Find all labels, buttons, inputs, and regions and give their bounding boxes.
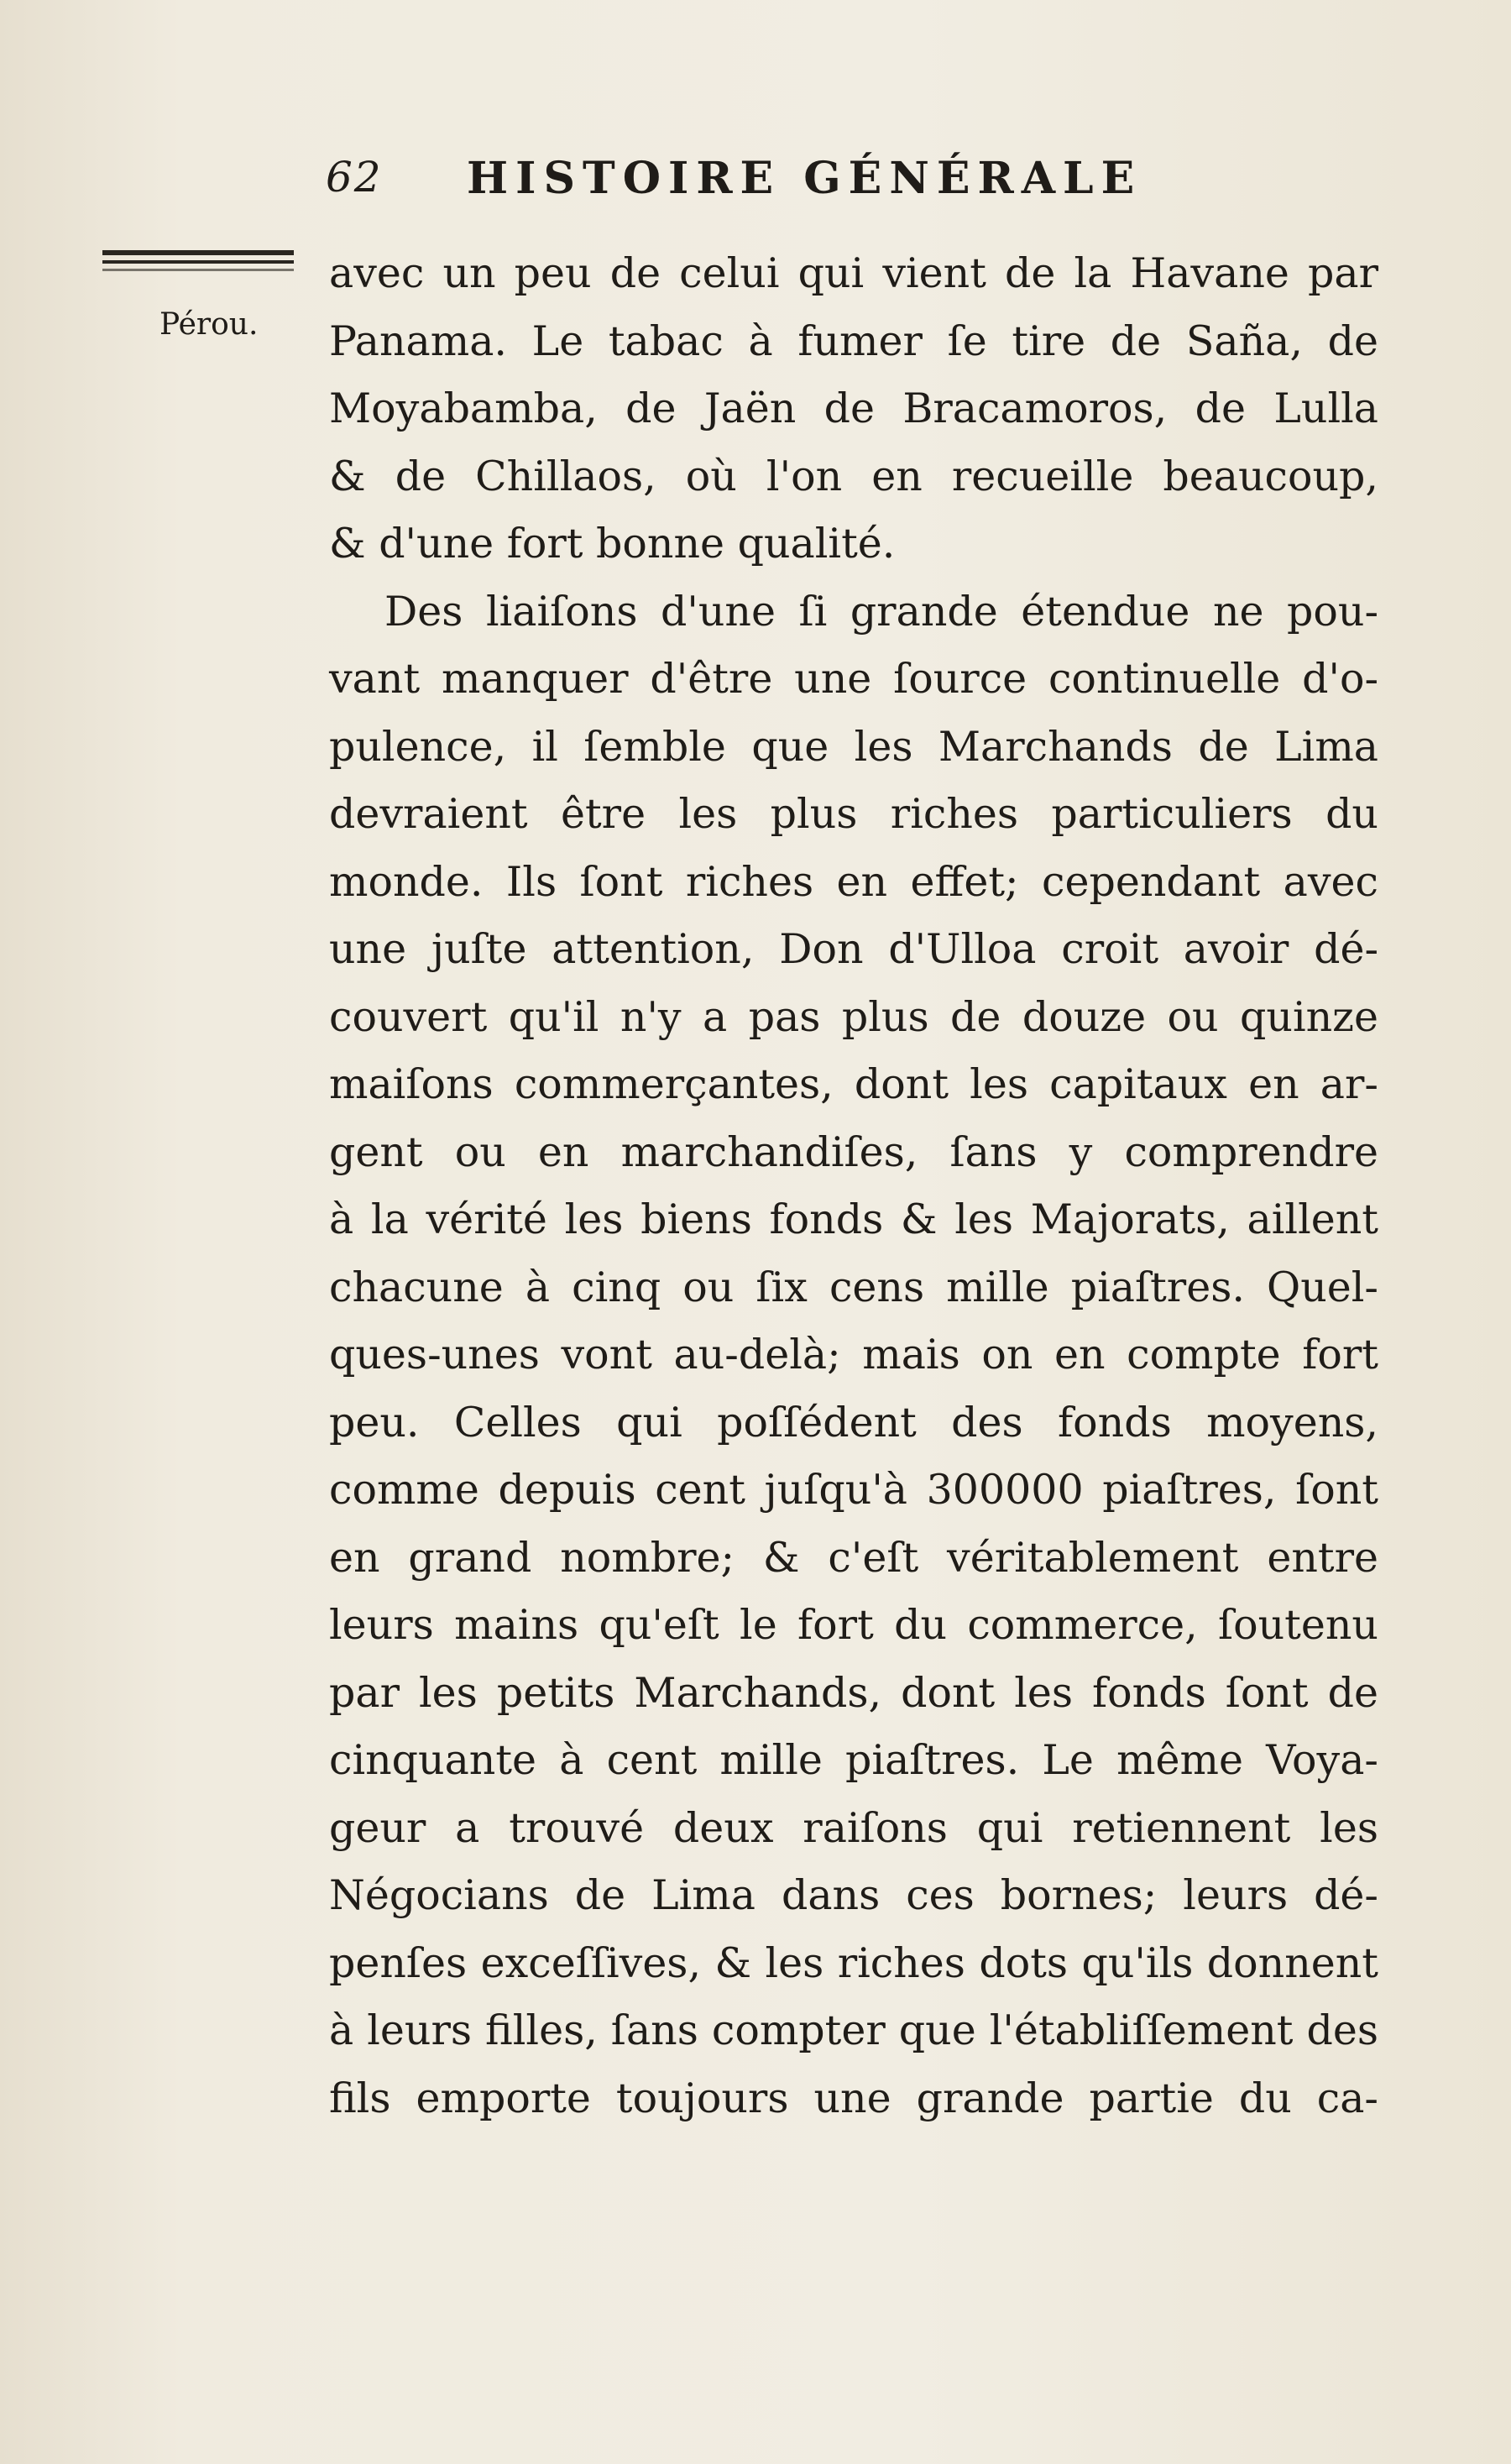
text-line: pulence, il ſemble que les Marchands de Lima [329, 722, 1378, 771]
text-line: ques-unes vont au-delà; mais on en compte fort [329, 1331, 1378, 1378]
rule-bar [102, 250, 294, 255]
text-line: maiſons commerçantes, dont les capitaux en ar- [329, 1060, 1378, 1108]
text-line: fils emporte toujours une grande partie du ca- [329, 2074, 1378, 2122]
text-line: & de Chillaos, où l'on en recueille beaucoup, [329, 452, 1378, 500]
text-line: par les petits Marchands, dont les fonds ſont de [329, 1668, 1378, 1717]
text-line: couvert qu'il n'y a pas plus de douze ou quinze [329, 992, 1378, 1041]
text-line: Négocians de Lima dans ces bornes; leurs dé- [329, 1871, 1378, 1919]
text-line: monde. Ils ſont riches en effet; cependant avec [329, 857, 1378, 906]
text-line: une juſte attention, Don d'Ulloa croit avoir dé- [329, 925, 1378, 973]
body-text [329, 240, 1378, 2132]
text-line: avec un peu de celui qui vient de la Havane par [329, 249, 1378, 297]
text-line: gent ou en marchandiſes, ſans y comprendre [329, 1127, 1378, 1176]
text-line: vant manquer d'être une ſource continuelle d'o- [329, 655, 1378, 703]
rule-bar [102, 260, 294, 264]
text-line: penſes exceſſives, & les riches dots qu'ils donnent [329, 1938, 1378, 1987]
text-line: cinquante à cent mille piaſtres. Le même Voya- [329, 1736, 1378, 1784]
text-line: comme depuis cent juſqu'à 300000 piaſtres, ſont [329, 1466, 1378, 1514]
text-line: geur a trouvé deux raiſons qui retiennent les [329, 1803, 1378, 1852]
text-line: Des liaiſons d'une ſi grande étendue ne pou- [384, 587, 1378, 636]
running-title: HISTOIRE GÉNÉRALE [467, 153, 1142, 204]
running-header [326, 153, 1383, 212]
text-line: à la vérité les biens fonds & les Majorats, aillent [329, 1195, 1378, 1243]
text-line: & d'une fort bonne qualité. [329, 520, 896, 568]
margin-note: Pérou. [159, 307, 259, 342]
page-number: 62 [326, 153, 383, 201]
text-line: leurs mains qu'eſt le fort du commerce, ſoutenu [329, 1601, 1378, 1649]
text-line: Panama. Le tabac à fumer ſe tire de Saña, de [329, 317, 1378, 365]
text-line: en grand nombre; & c'eſt véritablement entre [329, 1533, 1378, 1582]
section-rule [102, 250, 294, 277]
text-line: peu. Celles qui poſſédent des fonds moyens, [329, 1398, 1378, 1446]
text-line: à leurs filles, ſans compter que l'établiſſement des [329, 2006, 1378, 2054]
text-line: chacune à cinq ou ſix cens mille piaſtres. Quel- [329, 1263, 1378, 1311]
text-line: devraient être les plus riches particuliers du [329, 790, 1378, 838]
rule-bar [102, 269, 294, 271]
text-line: Moyabamba, de Jaën de Bracamoros, de Lulla [329, 385, 1378, 432]
